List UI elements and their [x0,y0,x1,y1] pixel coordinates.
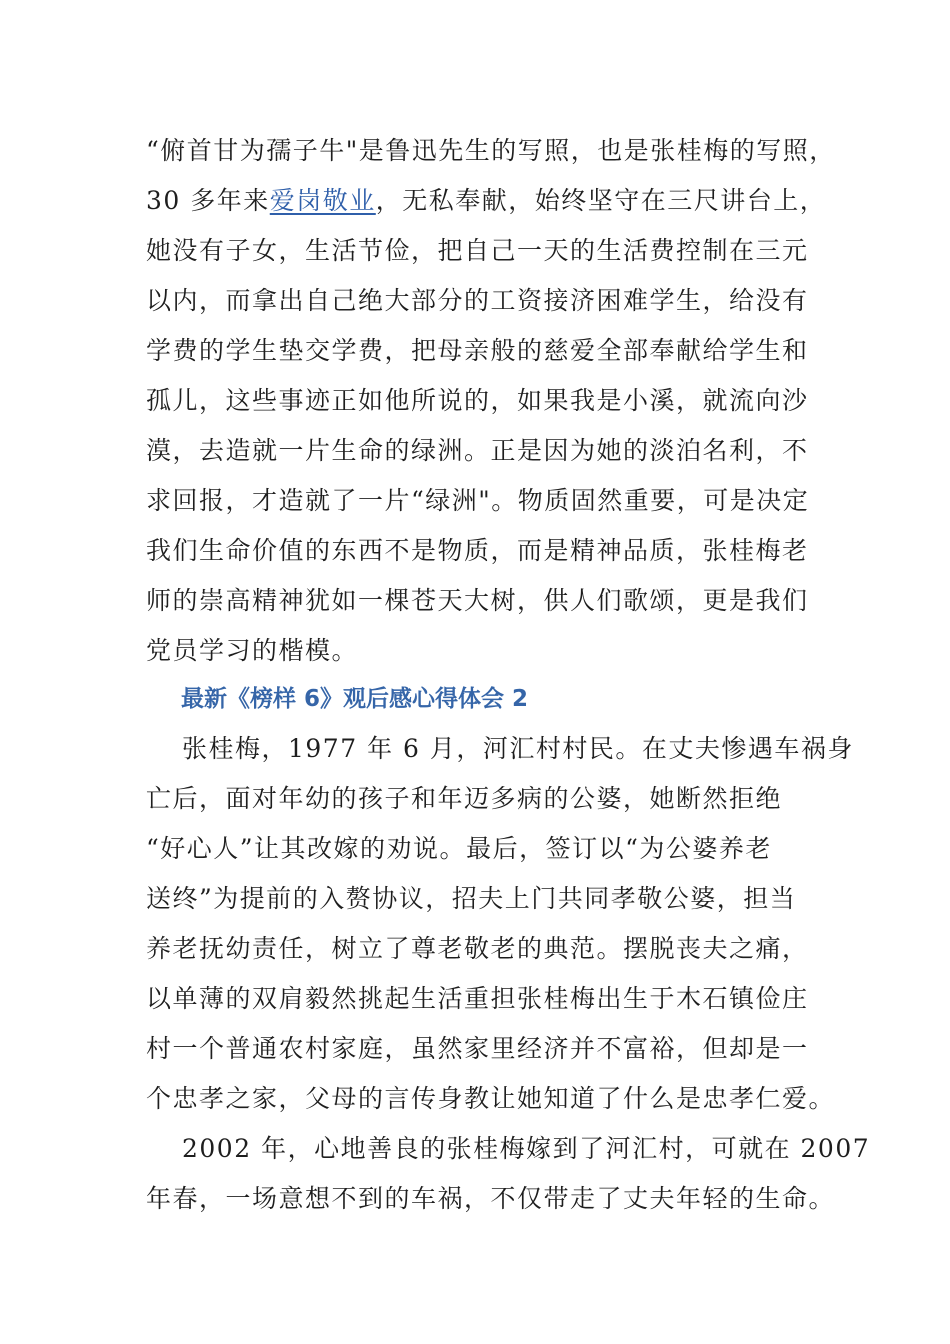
paragraph-1-line-8: 求回报，才造就了一片“绿洲"。物质固然重要，可是决定 [146,486,810,515]
paragraph-1-line-7: 漠，去造就一片生命的绿洲。正是因为她的淡泊名利，不 [146,436,809,465]
paragraph-2-line-7: 村一个普通农村家庭，虽然家里经济并不富裕，但却是一 [146,1034,809,1063]
paragraph-3-line-2: 年春，一场意想不到的车祸，不仅带走了丈夫年轻的生命。 [146,1184,836,1213]
paragraph-2-line-6: 以单薄的双肩毅然挑起生活重担张桂梅出生于木石镇俭庄 [146,984,809,1013]
paragraph-1-line-9: 我们生命价值的东西不是物质，而是精神品质，张桂梅老 [146,536,809,565]
paragraph-1-line-10: 师的崇高精神犹如一棵苍天大树，供人们歌颂，更是我们 [146,586,809,615]
paragraph-1-line-2 [146,176,826,226]
hyperlink-aigang-jingye[interactable]: 爱岗敬业 [269,186,376,215]
paragraph-3-line-1: 2002 年，心地善良的张桂梅嫁到了河汇村，可就在 2007 [182,1134,871,1163]
paragraph-2-line-5: 养老抚幼责任，树立了尊老敬老的典范。摆脱丧夫之痛， [146,934,809,963]
paragraph-2-line-2: 亡后，面对年幼的孩子和年迈多病的公婆，她断然拒绝 [146,784,783,813]
paragraph-1-line-4: 以内，而拿出自己绝大部分的工资接济困难学生，给没有 [146,286,809,315]
paragraph-2-line-3: “好心人”让其改嫁的劝说。最后，签订以“为公婆养老 [146,834,772,863]
text-fragment: ，无私奉献，始终坚守在三尺讲台上， [375,186,827,215]
paragraph-1-line-1: “俯首甘为孺子牛"是鲁迅先生的写照，也是张桂梅的写照， [146,136,836,165]
paragraph-2-line-4: 送终”为提前的入赘协议，招夫上门共同孝敬公婆，担当 [146,884,797,913]
paragraph-2-line-8: 个忠孝之家，父母的言传身教让她知道了什么是忠孝仁爱。 [146,1084,836,1113]
paragraph-1-line-3: 她没有子女，生活节俭，把自己一天的生活费控制在三元 [146,236,809,265]
paragraph-1-line-11: 党员学习的楷模。 [146,636,359,665]
section-heading: 最新《榜样 6》观后感心得体会 2 [181,686,529,712]
paragraph-1-line-6: 孤儿，这些事迹正如他所说的，如果我是小溪，就流向沙 [146,386,809,415]
paragraph-1-line-5: 学费的学生垫交学费，把母亲般的慈爱全部奉献给学生和 [146,336,809,365]
paragraph-2-line-1: 张桂梅，1977 年 6 月，河汇村村民。在丈夫惨遇车祸身 [182,734,854,763]
text-fragment: 30 多年来 [146,186,270,215]
